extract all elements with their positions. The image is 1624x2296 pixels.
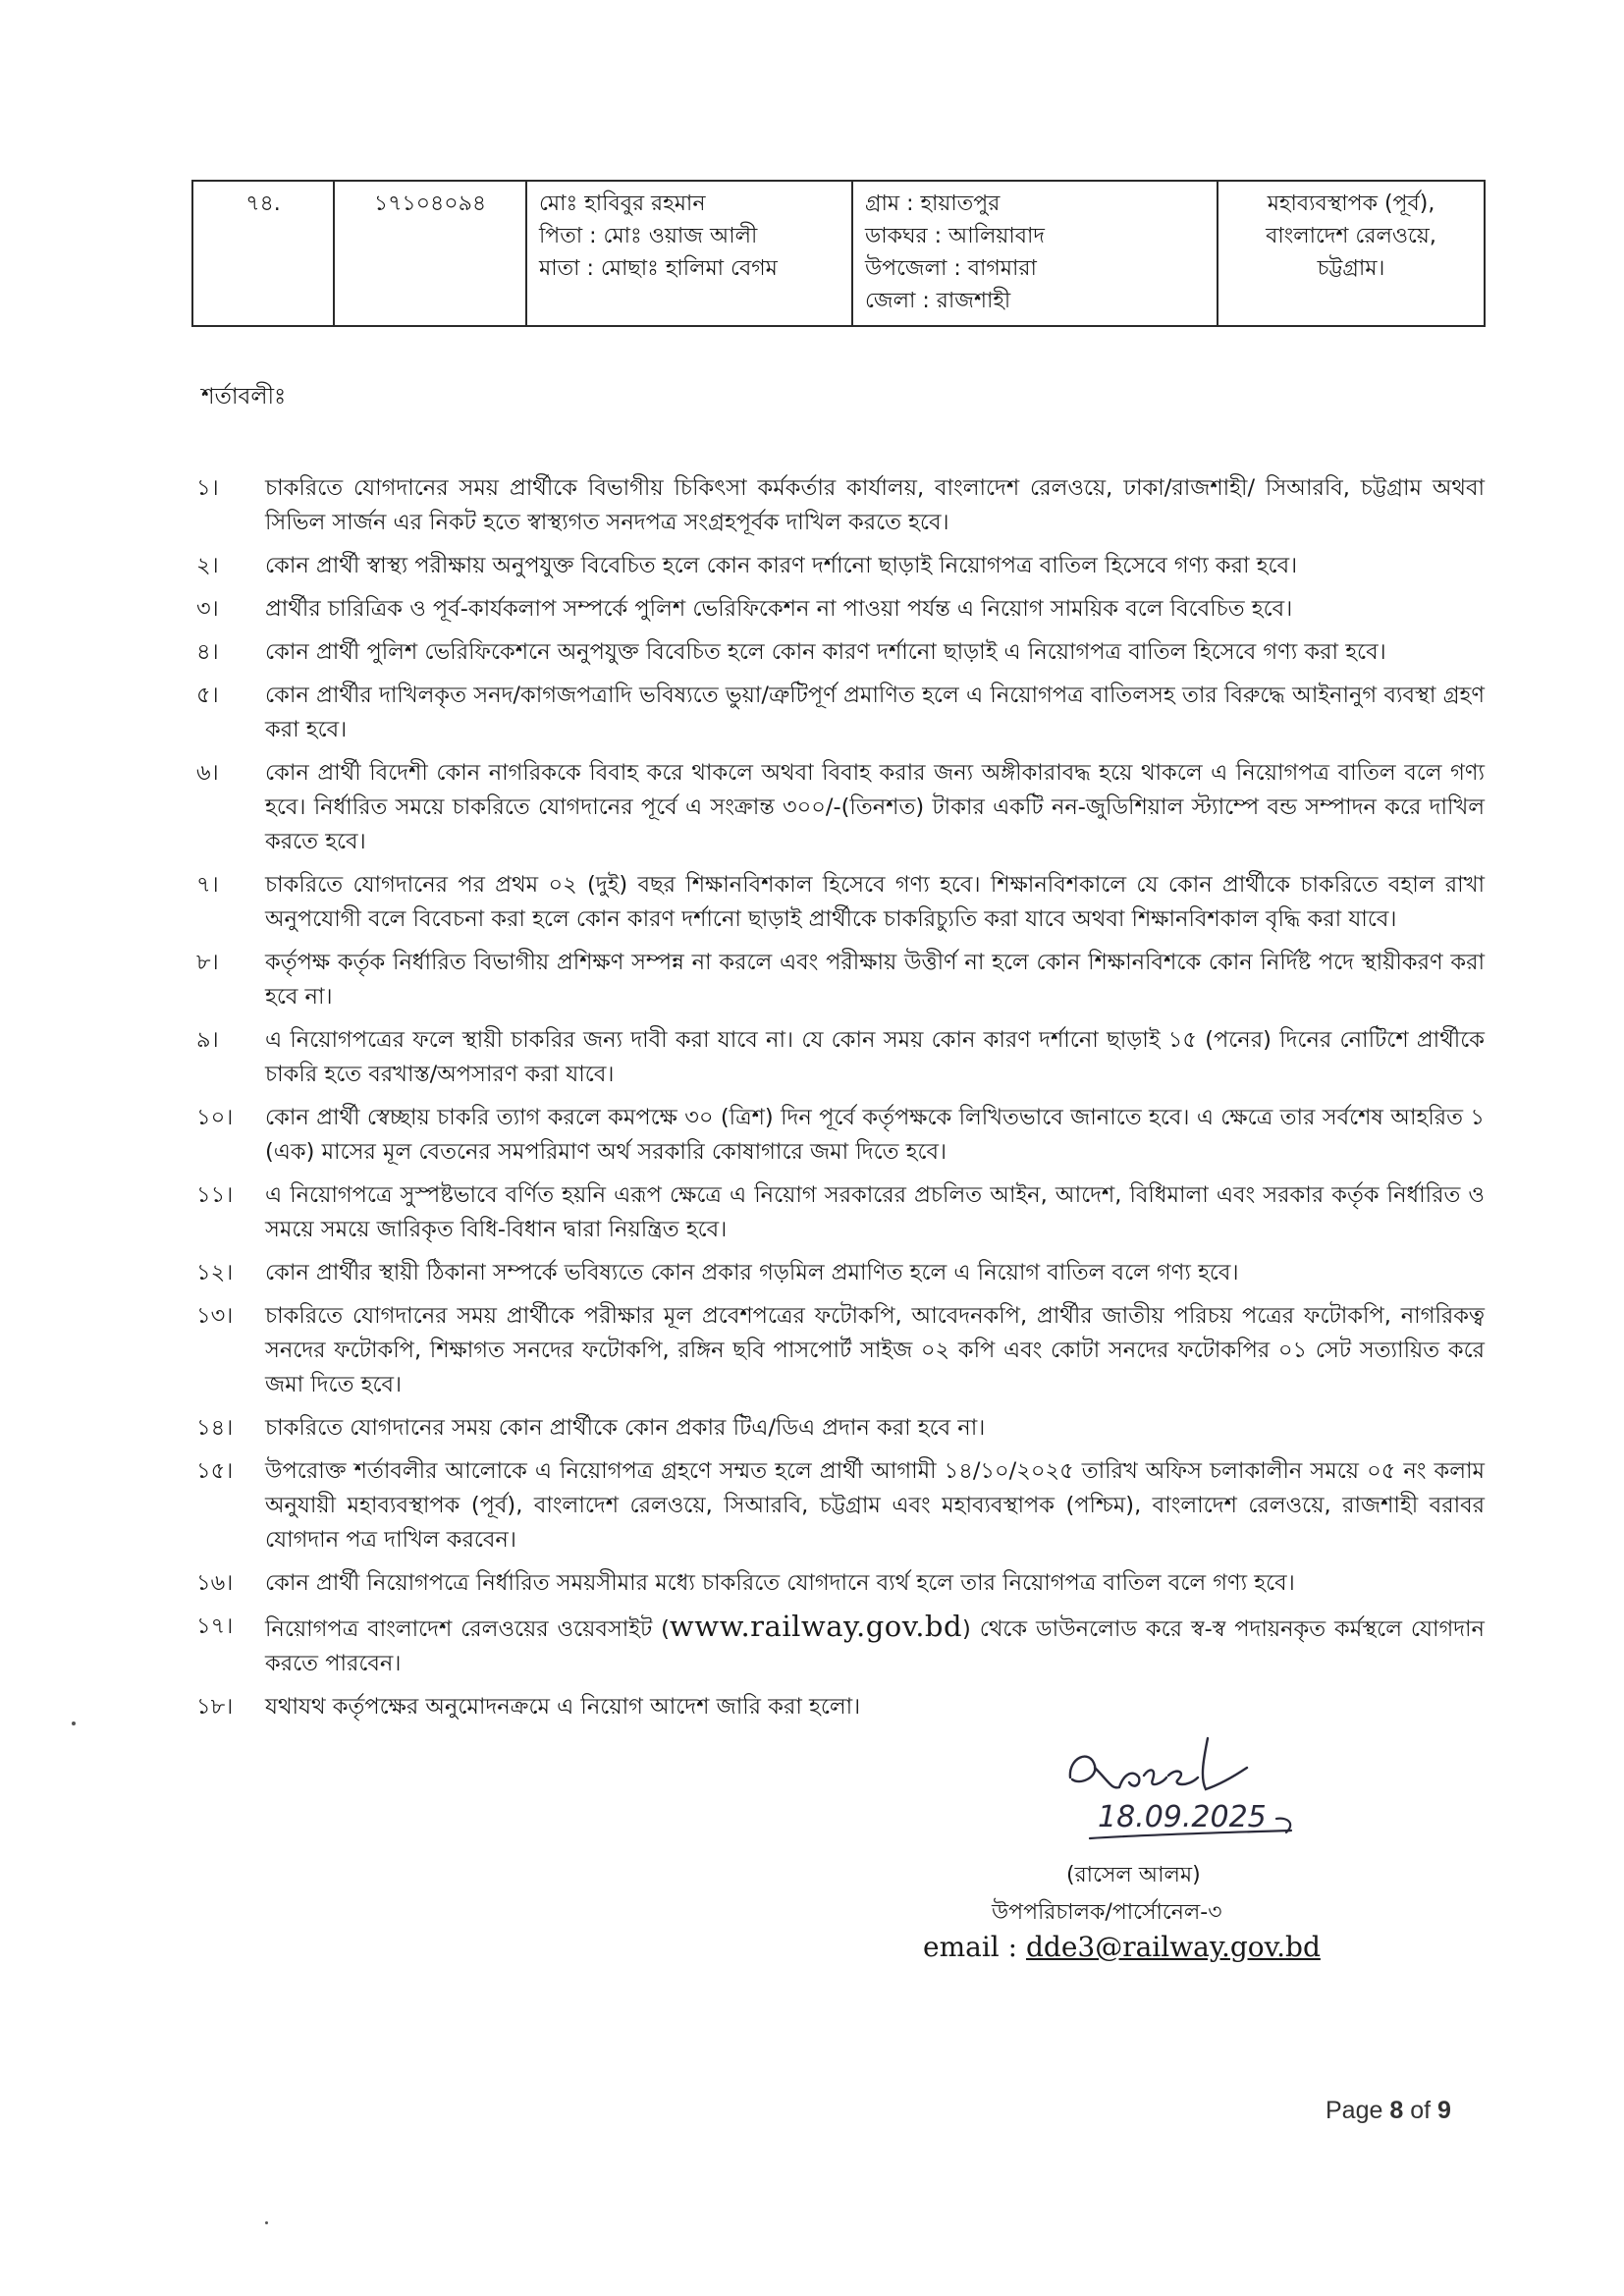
signatory-designation: উপপরিচালক/পার্সোনেল-৩ bbox=[992, 1900, 1222, 1925]
condition-text: কোন প্রার্থী পুলিশ ভেরিফিকেশনে অনুপযুক্ত বিবেচিত হলে কোন কারণ দর্শানো ছাড়াই এ নিয়োগপত্র বাতিল হিসেবে গণ্য করা হবে। bbox=[265, 639, 1386, 665]
condition-number: ৮। bbox=[196, 950, 219, 975]
condition-text: কোন প্রার্থী স্বেচ্ছায় চাকরি ত্যাগ করলে কমপক্ষে ৩০ (ত্রিশ) দিন পূর্বে কর্তৃপক্ষকে লিখিতভাবে জানাতে হবে। এ ক্ষেত্রে তার সর্বশেষ আহরিত ১ (এক) মাসের মূল বেতনের সমপরিমাণ অর্থ সরকারি কোষাগারে জমা দিতে হবে। bbox=[265, 1105, 1485, 1165]
condition-number: ৬। bbox=[196, 760, 219, 786]
condition-item bbox=[196, 679, 1485, 747]
condition-item bbox=[196, 1690, 1485, 1724]
condition-text: এ নিয়োগপত্রে সুস্পষ্টভাবে বর্ণিত হয়নি এরূপ ক্ষেত্রে এ নিয়োগ সরকারের প্রচলিত আইন, আদেশ, বিধিমালা এবং সরকার কর্তৃক নির্ধারিত ও সময়ে সময়ে জারিকৃত বিধি-বিধান দ্বারা নিয়ন্ত্রিত হবে। bbox=[265, 1182, 1485, 1242]
signature-date: 18.09.2025 bbox=[1098, 1800, 1267, 1834]
scan-speck bbox=[72, 1722, 76, 1725]
applicant-name: মোঃ হাবিবুর রহমান bbox=[539, 191, 706, 216]
condition-item bbox=[196, 1256, 1485, 1290]
condition-item bbox=[196, 635, 1485, 670]
condition-item bbox=[196, 946, 1485, 1014]
condition-text: যথাযথ কর্তৃপক্ষের অনুমোদনক্রমে এ নিয়োগ আদেশ জারি করা হলো। bbox=[265, 1694, 861, 1720]
condition-text: চাকরিতে যোগদানের সময় প্রার্থীকে পরীক্ষার মূল প্রবেশপত্রের ফটোকপি, আবেদনকপি, প্রার্থীর জাতীয় পরিচয় পত্রের ফটোকপি, নাগরিকত্ব সনদের ফটোকপি, শিক্ষাগত সনদের ফটোকপি, রঙ্গিন ছবি পাসপোর্ট সাইজ ০২ কপি এবং কোটা সনদের ফটোকপির ০১ সেট সত্যায়িত করে জমা দিতে হবে। bbox=[265, 1303, 1485, 1397]
condition-text: এ নিয়োগপত্রের ফলে স্থায়ী চাকরির জন্য দাবী করা যাবে না। যে কোন সময় কোন কারণ দর্শানো ছাড়াই ১৫ (পনের) দিনের নোটিশে প্রার্থীকে চাকরি হতে বরখাস্ত/অপসারণ করা যাবে। bbox=[265, 1027, 1485, 1087]
condition-number: ২। bbox=[196, 553, 219, 578]
mother-name: মাতা : মোছাঃ হালিমা বেগম bbox=[539, 256, 778, 281]
condition-text: চাকরিতে যোগদানের সময় কোন প্রার্থীকে কোন প্রকার টিএ/ডিএ প্রদান করা হবে না। bbox=[265, 1415, 986, 1441]
condition-number: ৪। bbox=[196, 639, 219, 665]
conditions-list bbox=[196, 471, 1485, 1733]
condition-item bbox=[196, 868, 1485, 937]
condition-text: কর্তৃপক্ষ কর্তৃক নির্ধারিত বিভাগীয় প্রশিক্ষণ সম্পন্ন না করলে এবং পরীক্ষায় উত্তীর্ণ না হলে কোন শিক্ষানবিশকে কোন নির্দিষ্ট পদে স্থায়ীকরণ করা হবে না। bbox=[265, 950, 1485, 1010]
name-cell bbox=[526, 181, 852, 326]
website-link[interactable]: www.railway.gov.bd bbox=[669, 1610, 963, 1643]
address-district: জেলা : রাজশাহী bbox=[865, 289, 1011, 313]
condition-text bbox=[265, 1610, 1485, 1681]
table-row bbox=[192, 181, 1485, 326]
condition-item bbox=[196, 756, 1485, 859]
condition-text: চাকরিতে যোগদানের পর প্রথম ০২ (দুই) বছর শিক্ষানবিশকাল হিসেবে গণ্য হবে। শিক্ষানবিশকালে যে কোন প্রার্থীকে চাকরিতে বহাল রাখা অনুপযোগী বলে বিবেচনা করা হলে কোন কারণ দর্শানো ছাড়াই প্রার্থীকে চাকরিচ্যুতি করা যাবে অথবা শিক্ষানবিশকাল বৃদ্ধি করা যাবে। bbox=[265, 872, 1485, 932]
condition-text: উপরোক্ত শর্তাবলীর আলোকে এ নিয়োগপত্র গ্রহণে সম্মত হলে প্রার্থী আগামী ১৪/১০/২০২৫ তারিখ অফিস চলাকালীন সময়ে ০৫ নং কলাম অনুযায়ী মহাব্যবস্থাপক (পূর্ব), বাংলাদেশ রেলওয়ে, সিআরবি, চট্টগ্রাম এবং মহাব্যবস্থাপক (পশ্চিম), বাংলাদেশ রেলওয়ে, রাজশাহী বরাবর যোগদান পত্র দাখিল করবেন। bbox=[265, 1458, 1485, 1553]
email-label: email : bbox=[923, 1931, 1026, 1963]
condition-number: ১০। bbox=[196, 1105, 234, 1130]
father-name: পিতা : মোঃ ওয়াজ আলী bbox=[539, 224, 758, 248]
condition-item bbox=[196, 592, 1485, 627]
condition-text: প্রার্থীর চারিত্রিক ও পূর্ব-কার্যকলাপ সম্পর্কে পুলিশ ভেরিফিকেশন না পাওয়া পর্যন্ত এ নিয়োগ সাময়িক বলে বিবেচিত হবে। bbox=[265, 596, 1293, 622]
condition-item bbox=[196, 1178, 1485, 1247]
roll-cell: ১৭১০৪০৯৪ bbox=[334, 181, 526, 326]
condition-number: ৩। bbox=[196, 596, 219, 622]
address-village: গ্রাম : হায়াতপুর bbox=[865, 191, 1001, 216]
condition-text: কোন প্রার্থী স্বাস্থ্য পরীক্ষায় অনুপযুক্ত বিবেচিত হলে কোন কারণ দর্শানো ছাড়াই নিয়োগপত্র বাতিল হিসেবে গণ্য করা হবে। bbox=[265, 553, 1298, 578]
condition-number: ১৭। bbox=[196, 1613, 234, 1639]
condition-item bbox=[196, 1299, 1485, 1402]
condition-number: ৯। bbox=[196, 1027, 219, 1053]
condition-item bbox=[196, 471, 1485, 540]
address-cell bbox=[852, 181, 1218, 326]
serial-cell: ৭৪. bbox=[192, 181, 334, 326]
condition-number: ১৪। bbox=[196, 1415, 234, 1441]
posting-city: চট্টগ্রাম। bbox=[1317, 256, 1385, 281]
condition-number: ৭। bbox=[196, 872, 219, 898]
condition-item bbox=[196, 549, 1485, 583]
page-word: Page bbox=[1326, 2097, 1383, 2124]
condition-number: ১১। bbox=[196, 1182, 234, 1208]
condition-item bbox=[196, 1411, 1485, 1446]
email-address[interactable]: dde3@railway.gov.bd bbox=[1025, 1931, 1321, 1963]
condition-item bbox=[196, 1023, 1485, 1092]
applicant-table bbox=[191, 180, 1486, 327]
condition-number: ১২। bbox=[196, 1260, 234, 1285]
condition-item bbox=[196, 1101, 1485, 1170]
page-number bbox=[1326, 2097, 1451, 2125]
condition-item bbox=[196, 1610, 1485, 1681]
condition-item bbox=[196, 1566, 1485, 1601]
handwritten-signature bbox=[1051, 1728, 1345, 1856]
condition-text: কোন প্রার্থীর স্থায়ী ঠিকানা সম্পর্কে ভবিষ্যতে কোন প্রকার গড়মিল প্রমাণিত হলে এ নিয়োগ বাতিল বলে গণ্য হবে। bbox=[265, 1260, 1239, 1285]
signatory-email bbox=[923, 1931, 1321, 1963]
condition-text: কোন প্রার্থী বিদেশী কোন নাগরিককে বিবাহ করে থাকলে অথবা বিবাহ করার জন্য অঙ্গীকারাবদ্ধ হয়ে থাকলে এ নিয়োগপত্র বাতিল বলে গণ্য হবে। নির্ধারিত সময়ে চাকরিতে যোগদানের পূর্বে এ সংক্রান্ত ৩০০/-(তিনশত) টাকার একটি নন-জুডিশিয়াল স্ট্যাম্পে বন্ড সম্পাদন করে দাখিল করতে হবে। bbox=[265, 760, 1485, 854]
condition-text: কোন প্রার্থী নিয়োগপত্রে নির্ধারিত সময়সীমার মধ্যে চাকরিতে যোগদানে ব্যর্থ হলে তার নিয়োগপত্র বাতিল বলে গণ্য হবে। bbox=[265, 1570, 1295, 1596]
page-current: 8 bbox=[1389, 2097, 1404, 2124]
condition-number: ৫। bbox=[196, 683, 219, 708]
condition-number: ১। bbox=[196, 475, 219, 501]
scan-speck bbox=[265, 2221, 268, 2224]
condition-number: ১৮। bbox=[196, 1694, 234, 1720]
page-total: 9 bbox=[1437, 2097, 1451, 2124]
condition-text-before: নিয়োগপত্র বাংলাদেশ রেলওয়ের ওয়েবসাইট ( bbox=[265, 1616, 670, 1642]
condition-item bbox=[196, 1454, 1485, 1558]
condition-text: চাকরিতে যোগদানের সময় প্রার্থীকে বিভাগীয় চিকিৎসা কর্মকর্তার কার্যালয়, বাংলাদেশ রেলওয়ে, ঢাকা/রাজশাহী/ সিআরবি, চট্টগ্রাম অথবা সিভিল সার্জন এর নিকট হতে স্বাস্থ্যগত সনদপত্র সংগ্রহপূর্বক দাখিল করতে হবে। bbox=[265, 475, 1485, 535]
posting-cell bbox=[1218, 181, 1485, 326]
condition-number: ১৬। bbox=[196, 1570, 234, 1596]
posting-organisation: বাংলাদেশ রেলওয়ে, bbox=[1266, 224, 1436, 248]
condition-number: ১৩। bbox=[196, 1303, 234, 1329]
condition-number: ১৫। bbox=[196, 1458, 234, 1484]
page-of-word: of bbox=[1410, 2097, 1432, 2124]
condition-text-after: ) থেকে ডাউনলোড করে স্ব-স্ব পদায়নকৃত কর্মস্থলে যোগদান করতে পারবেন। bbox=[265, 1616, 1485, 1676]
conditions-heading: শর্তাবলীঃ bbox=[201, 384, 287, 410]
posting-office: মহাব্যবস্থাপক (পূর্ব), bbox=[1267, 191, 1435, 216]
signatory-name: (রাসেল আলম) bbox=[1066, 1863, 1201, 1887]
address-post-office: ডাকঘর : আলিয়াবাদ bbox=[865, 224, 1045, 248]
condition-text: কোন প্রার্থীর দাখিলকৃত সনদ/কাগজপত্রাদি ভবিষ্যতে ভুয়া/ত্রুটিপূর্ণ প্রমাণিত হলে এ নিয়োগপত্র বাতিলসহ তার বিরুদ্ধে আইনানুগ ব্যবস্থা গ্রহণ করা হবে। bbox=[265, 683, 1485, 742]
address-upazila: উপজেলা : বাগমারা bbox=[865, 256, 1037, 281]
